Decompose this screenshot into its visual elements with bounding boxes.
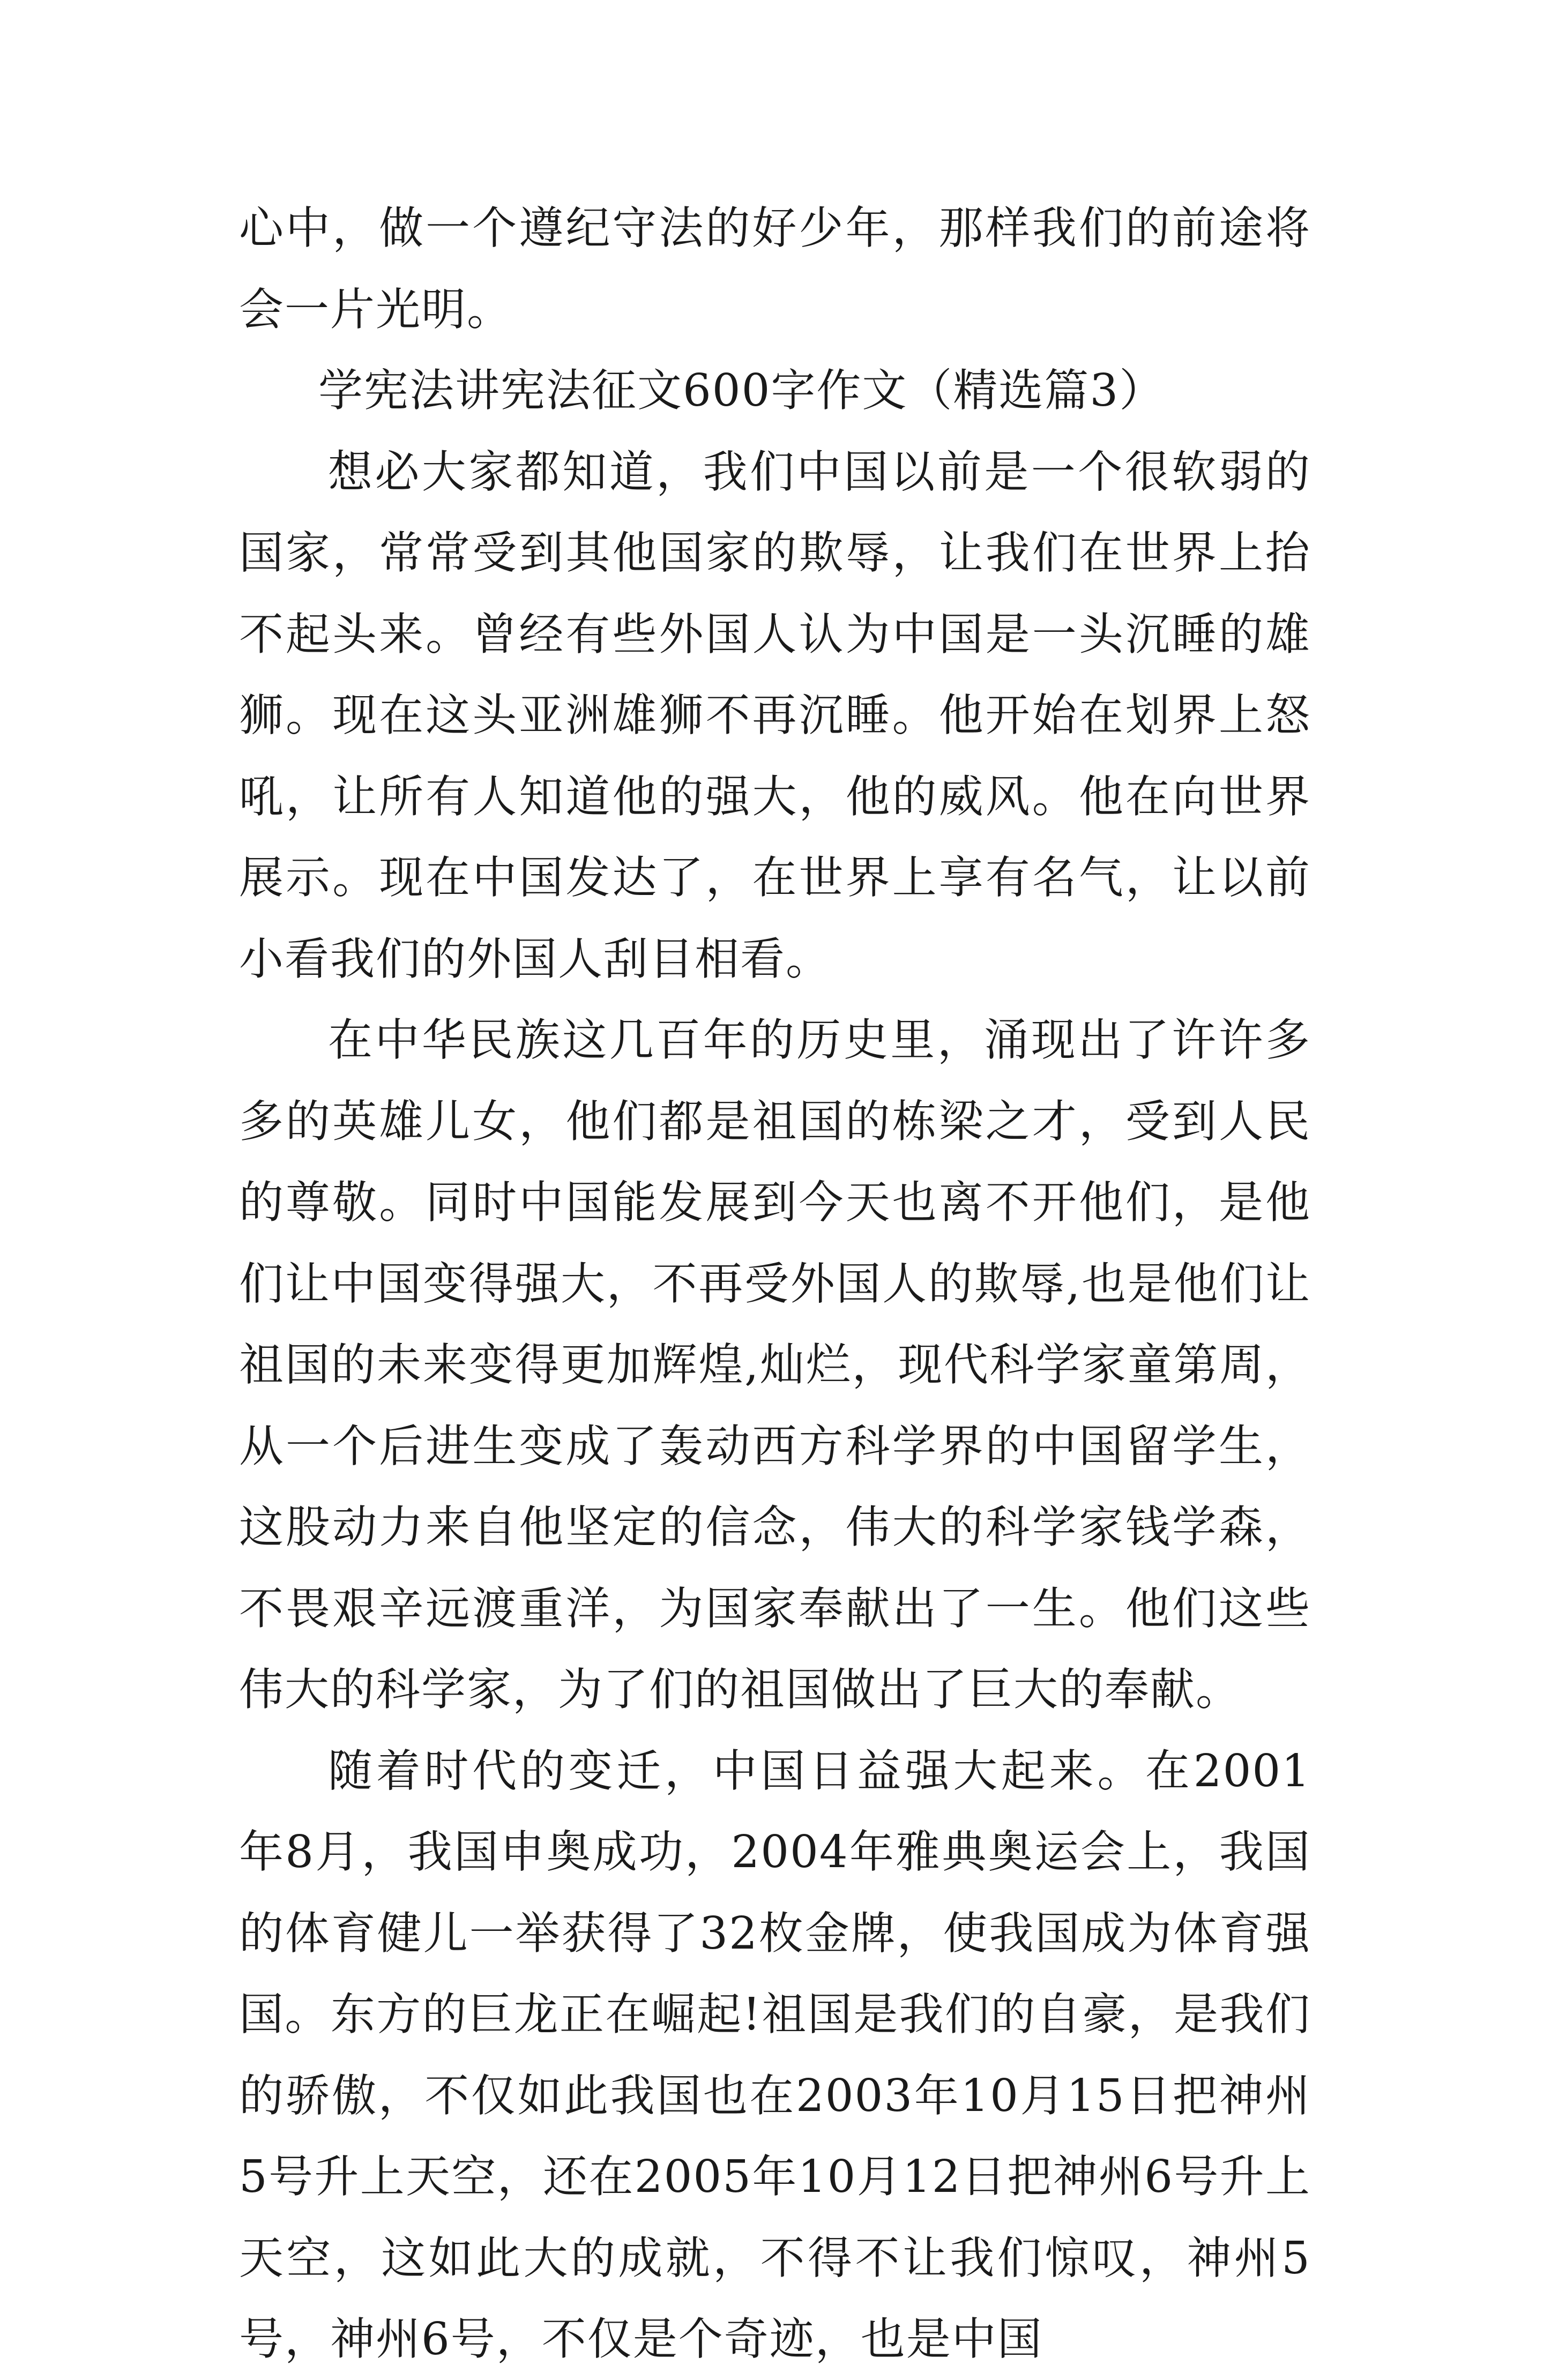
- document-body: [239, 188, 1311, 2380]
- section-heading: 学宪法讲宪法征文600字作文（精选篇3）: [318, 364, 1165, 416]
- paragraph-continuation: 心中，做一个遵纪守法的好少年，那样我们的前途将会一片光明。: [239, 202, 1311, 335]
- paragraph: 随着时代的变迁，中国日益强大起来。在2001年8月，我国申奥成功，2004年雅典奥运会上，我国的体育健儿一举获得了32枚金牌，使我国成为体育强国。东方的巨龙正在崛起!祖国是我们的自豪，是我们的骄傲，不仅如此我国也在2003年10月15日把神州5号升上天空，还在2005年10月12日把神州6号升上天空，这如此大的成就，不得不让我们惊叹，神州5号，神州6号，不仅是个奇迹，也是中国: [239, 1744, 1311, 2365]
- paragraph: 想必大家都知道，我们中国以前是一个很软弱的国家，常常受到其他国家的欺辱，让我们在世界上抬不起头来。曾经有些外国人认为中国是一头沉睡的雄狮。现在这头亚洲雄狮不再沉睡。他开始在划界上怒吼，让所有人知道他的强大，他的威风。他在向世界展示。现在中国发达了，在世界上享有名气，让以前小看我们的外国人刮目相看。: [239, 445, 1311, 985]
- paragraph: 在中华民族这几百年的历史里，涌现出了许许多多的英雄儿女，他们都是祖国的栋梁之才，受到人民的尊敬。同时中国能发展到今天也离不开他们，是他们让中国变得强大，不再受外国人的欺辱,也是他们让祖国的未来变得更加辉煌,灿烂，现代科学家童第周，从一个后进生变成了轰动西方科学界的中国留学生，这股动力来自他坚定的信念，伟大的科学家钱学森，不畏艰辛远渡重洋，为国家奉献出了一生。他们这些伟大的科学家，为了们的祖国做出了巨大的奉献。: [239, 1014, 1311, 1715]
